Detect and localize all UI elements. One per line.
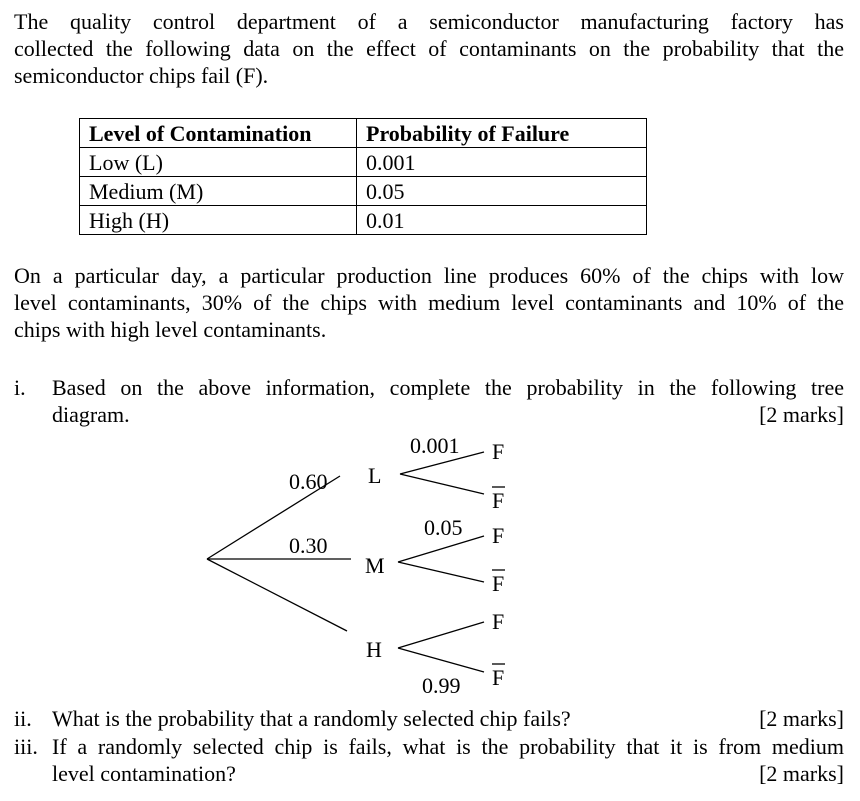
marks-label: [2 marks] xyxy=(759,706,844,731)
contamination-table xyxy=(79,118,647,235)
intro-line-2: collected the following data on the effect of contaminants on the probability that the xyxy=(14,36,844,61)
outcome-H-notF xyxy=(492,664,505,690)
svg-text:F: F xyxy=(492,488,505,513)
branch-H-notF xyxy=(398,648,484,672)
question-text: If a randomly selected chip is fails, what is the probability that it is from medium xyxy=(52,734,844,759)
outcome-L-notF xyxy=(492,487,505,513)
question-number: i. xyxy=(14,375,26,400)
node-M: M xyxy=(365,553,385,578)
intro-paragraph xyxy=(14,8,844,89)
svg-text:F: F xyxy=(492,571,505,596)
question-number: iii. xyxy=(14,734,38,759)
branch-H-F xyxy=(398,622,484,648)
branch-to-H xyxy=(207,559,347,631)
header-probability: Probability of Failure xyxy=(357,119,647,148)
question-number: ii. xyxy=(14,706,32,731)
tree-branches xyxy=(207,452,484,672)
cell-level: Medium (M) xyxy=(80,177,357,206)
question-text: diagram. xyxy=(52,402,130,427)
intro-line-3: semiconductor chips fail (F). xyxy=(14,63,269,88)
production-line-2: level contaminants, 30% of the chips with medium level contaminants and 10% of the xyxy=(14,290,844,315)
cell-probability: 0.01 xyxy=(357,206,647,235)
outcome-L-F: F xyxy=(492,439,505,464)
prob-M: 0.30 xyxy=(289,533,328,558)
branch-L-notF xyxy=(400,474,484,494)
production-line-3: chips with high level contaminants. xyxy=(14,317,327,342)
prob-L-F: 0.001 xyxy=(410,433,460,458)
branch-M-notF xyxy=(398,562,484,582)
question-text: Based on the above information, complete the probability in the following tree xyxy=(52,375,844,400)
table-row xyxy=(80,148,647,177)
marks-label: [2 marks] xyxy=(759,402,844,427)
cell-probability: 0.05 xyxy=(357,177,647,206)
header-level: Level of Contamination xyxy=(80,119,357,148)
node-L: L xyxy=(368,463,382,488)
cell-level: High (H) xyxy=(80,206,357,235)
outcome-M-notF xyxy=(492,570,505,596)
cell-probability: 0.001 xyxy=(357,148,647,177)
outcome-H-F: F xyxy=(492,609,505,634)
table-row xyxy=(80,177,647,206)
prob-H-notF: 0.99 xyxy=(422,673,461,698)
cell-level: Low (L) xyxy=(80,148,357,177)
question-text: level contamination? xyxy=(52,761,236,786)
table-header-row xyxy=(80,119,647,148)
node-H: H xyxy=(366,637,382,662)
svg-text:F: F xyxy=(492,665,505,690)
outcome-M-F: F xyxy=(492,523,505,548)
table-row xyxy=(80,206,647,235)
tree-diagram xyxy=(0,430,860,700)
prob-M-F: 0.05 xyxy=(424,515,463,540)
prob-L: 0.60 xyxy=(289,469,328,494)
intro-line-1: The quality control department of a semiconductor manufacturing factory has xyxy=(14,9,844,34)
production-paragraph xyxy=(14,262,844,343)
production-line-1: On a particular day, a particular production line produces 60% of the chips with low xyxy=(14,263,844,288)
question-text: What is the probability that a randomly selected chip fails? xyxy=(52,706,571,731)
marks-label: [2 marks] xyxy=(759,761,844,786)
